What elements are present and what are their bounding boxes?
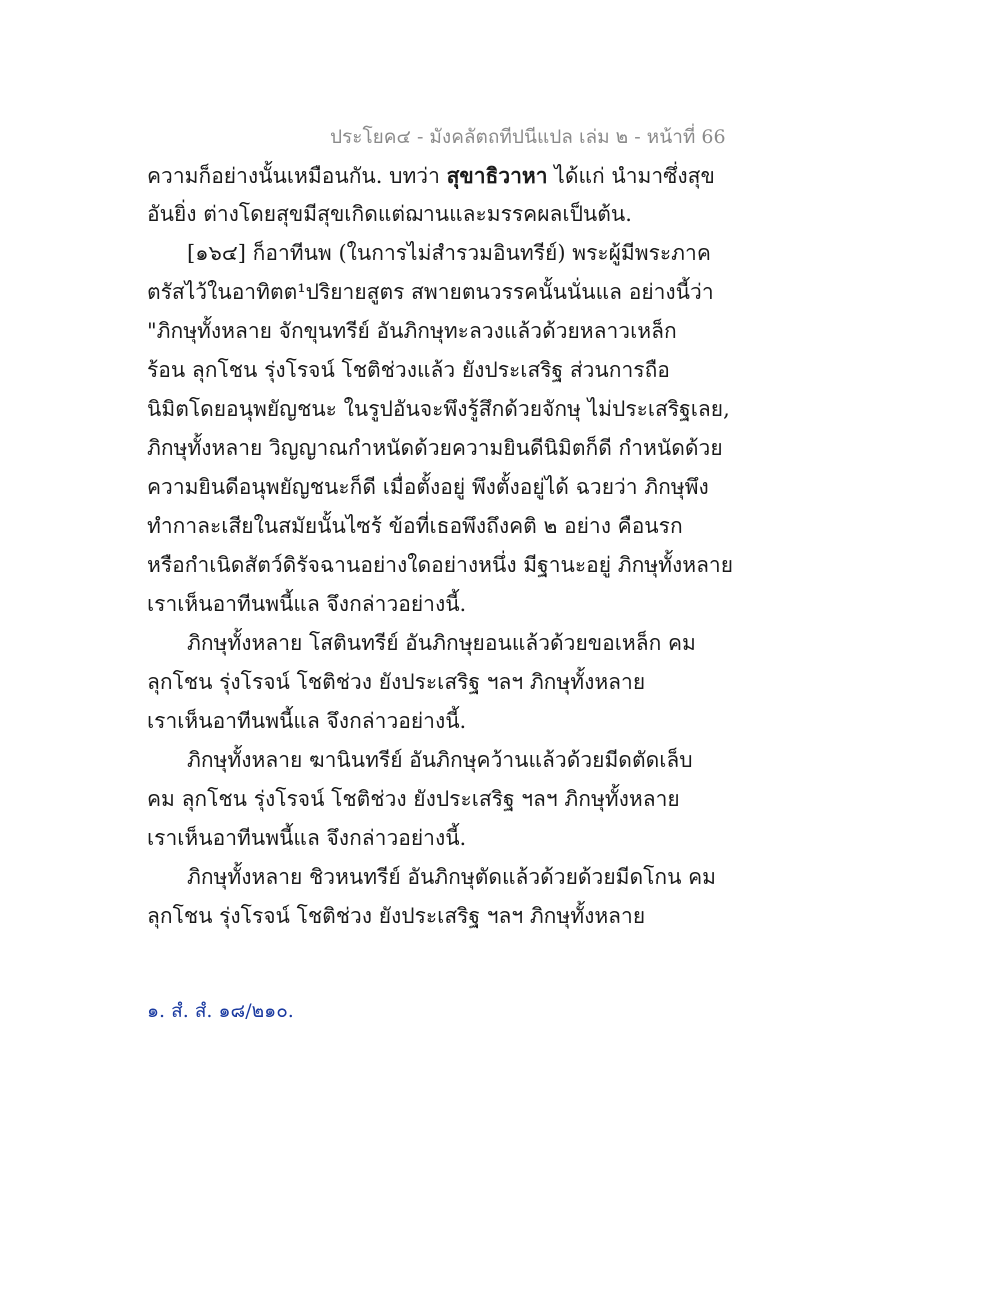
paragraph-line: ลุกโชน รุ่งโรจน์ โชติช่วง ยังประเสริฐ ฯลฯ ภิกษุทั้งหลาย — [147, 670, 646, 694]
paragraph-line: [๑๖๔] ก็อาทีนพ (ในการไม่สำรวมอินทรีย์) พระผู้มีพระภาค — [187, 241, 711, 265]
paragraph-line: ภิกษุทั้งหลาย วิญญาณกำหนัดด้วยความยินดีนิมิตก็ดี กำหนัดด้วย — [147, 436, 723, 460]
paragraph-line: ภิกษุทั้งหลาย โสตินทรีย์ อันภิกษุยอนแล้วด้วยขอเหล็ก คม — [187, 631, 696, 655]
bold-term: สุขาธิวาหา — [446, 163, 548, 188]
paragraph-line: ร้อน ลุกโชน รุ่งโรจน์ โชติช่วงแล้ว ยังประเสริฐ ส่วนการถือ — [147, 358, 670, 382]
paragraph-line: เราเห็นอาทีนพนี้แล จึงกล่าวอย่างนี้. — [147, 826, 467, 850]
line-text: ความก็อย่างนั้นเหมือนกัน. บทว่า — [147, 164, 447, 188]
paragraph-line — [147, 156, 715, 195]
running-header: ประโยค๔ - มังคลัตถทีปนีแปล เล่ม ๒ - หน้าที่ 66 — [330, 126, 726, 148]
paragraph-line: "ภิกษุทั้งหลาย จักขุนทรีย์ อันภิกษุทะลวงแล้วด้วยหลาวเหล็ก — [147, 319, 677, 343]
paragraph-line: อันยิ่ง ต่างโดยสุขมีสุขเกิดแต่ฌานและมรรคผลเป็นต้น. — [147, 202, 632, 226]
paragraph-line: ภิกษุทั้งหลาย ฆานินทรีย์ อันภิกษุคว้านแล้วด้วยมีดตัดเล็บ — [187, 748, 693, 772]
paragraph-line: นิมิตโดยอนุพยัญชนะ ในรูปอันจะพึงรู้สึกด้วยจักษุ ไม่ประเสริฐเลย, — [147, 397, 730, 421]
paragraph-line: หรือกำเนิดสัตว์ดิรัจฉานอย่างใดอย่างหนึ่ง มีฐานะอยู่ ภิกษุทั้งหลาย — [147, 553, 734, 577]
body-text — [147, 156, 734, 936]
paragraph-line: ความยินดีอนุพยัญชนะก็ดี เมื่อตั้งอยู่ พึงตั้งอยู่ได้ ฉวยว่า ภิกษุพึง — [147, 475, 709, 499]
paragraph-line: คม ลุกโชน รุ่งโรจน์ โชติช่วง ยังประเสริฐ ฯลฯ ภิกษุทั้งหลาย — [147, 787, 680, 811]
footnote: ๑. สํ. สํ. ๑๘/๒๑๐. — [147, 1000, 294, 1022]
paragraph-line: เราเห็นอาทีนพนี้แล จึงกล่าวอย่างนี้. — [147, 592, 467, 616]
paragraph-line: เราเห็นอาทีนพนี้แล จึงกล่าวอย่างนี้. — [147, 709, 467, 733]
paragraph-line: ลุกโชน รุ่งโรจน์ โชติช่วง ยังประเสริฐ ฯลฯ ภิกษุทั้งหลาย — [147, 904, 646, 928]
line-text: ได้แก่ นำมาซึ่งสุข — [547, 164, 715, 188]
paragraph-line: ตรัสไว้ในอาทิตต¹ปริยายสูตร สพายตนวรรคนั้นนั่นแล อย่างนี้ว่า — [147, 280, 714, 304]
paragraph-line: ทำกาละเสียในสมัยนั้นไซร้ ข้อที่เธอพึงถึงคติ ๒ อย่าง คือนรก — [147, 514, 683, 538]
paragraph-line: ภิกษุทั้งหลาย ชิวหนทรีย์ อันภิกษุตัดแล้วด้วยด้วยมีดโกน คม — [187, 865, 717, 889]
